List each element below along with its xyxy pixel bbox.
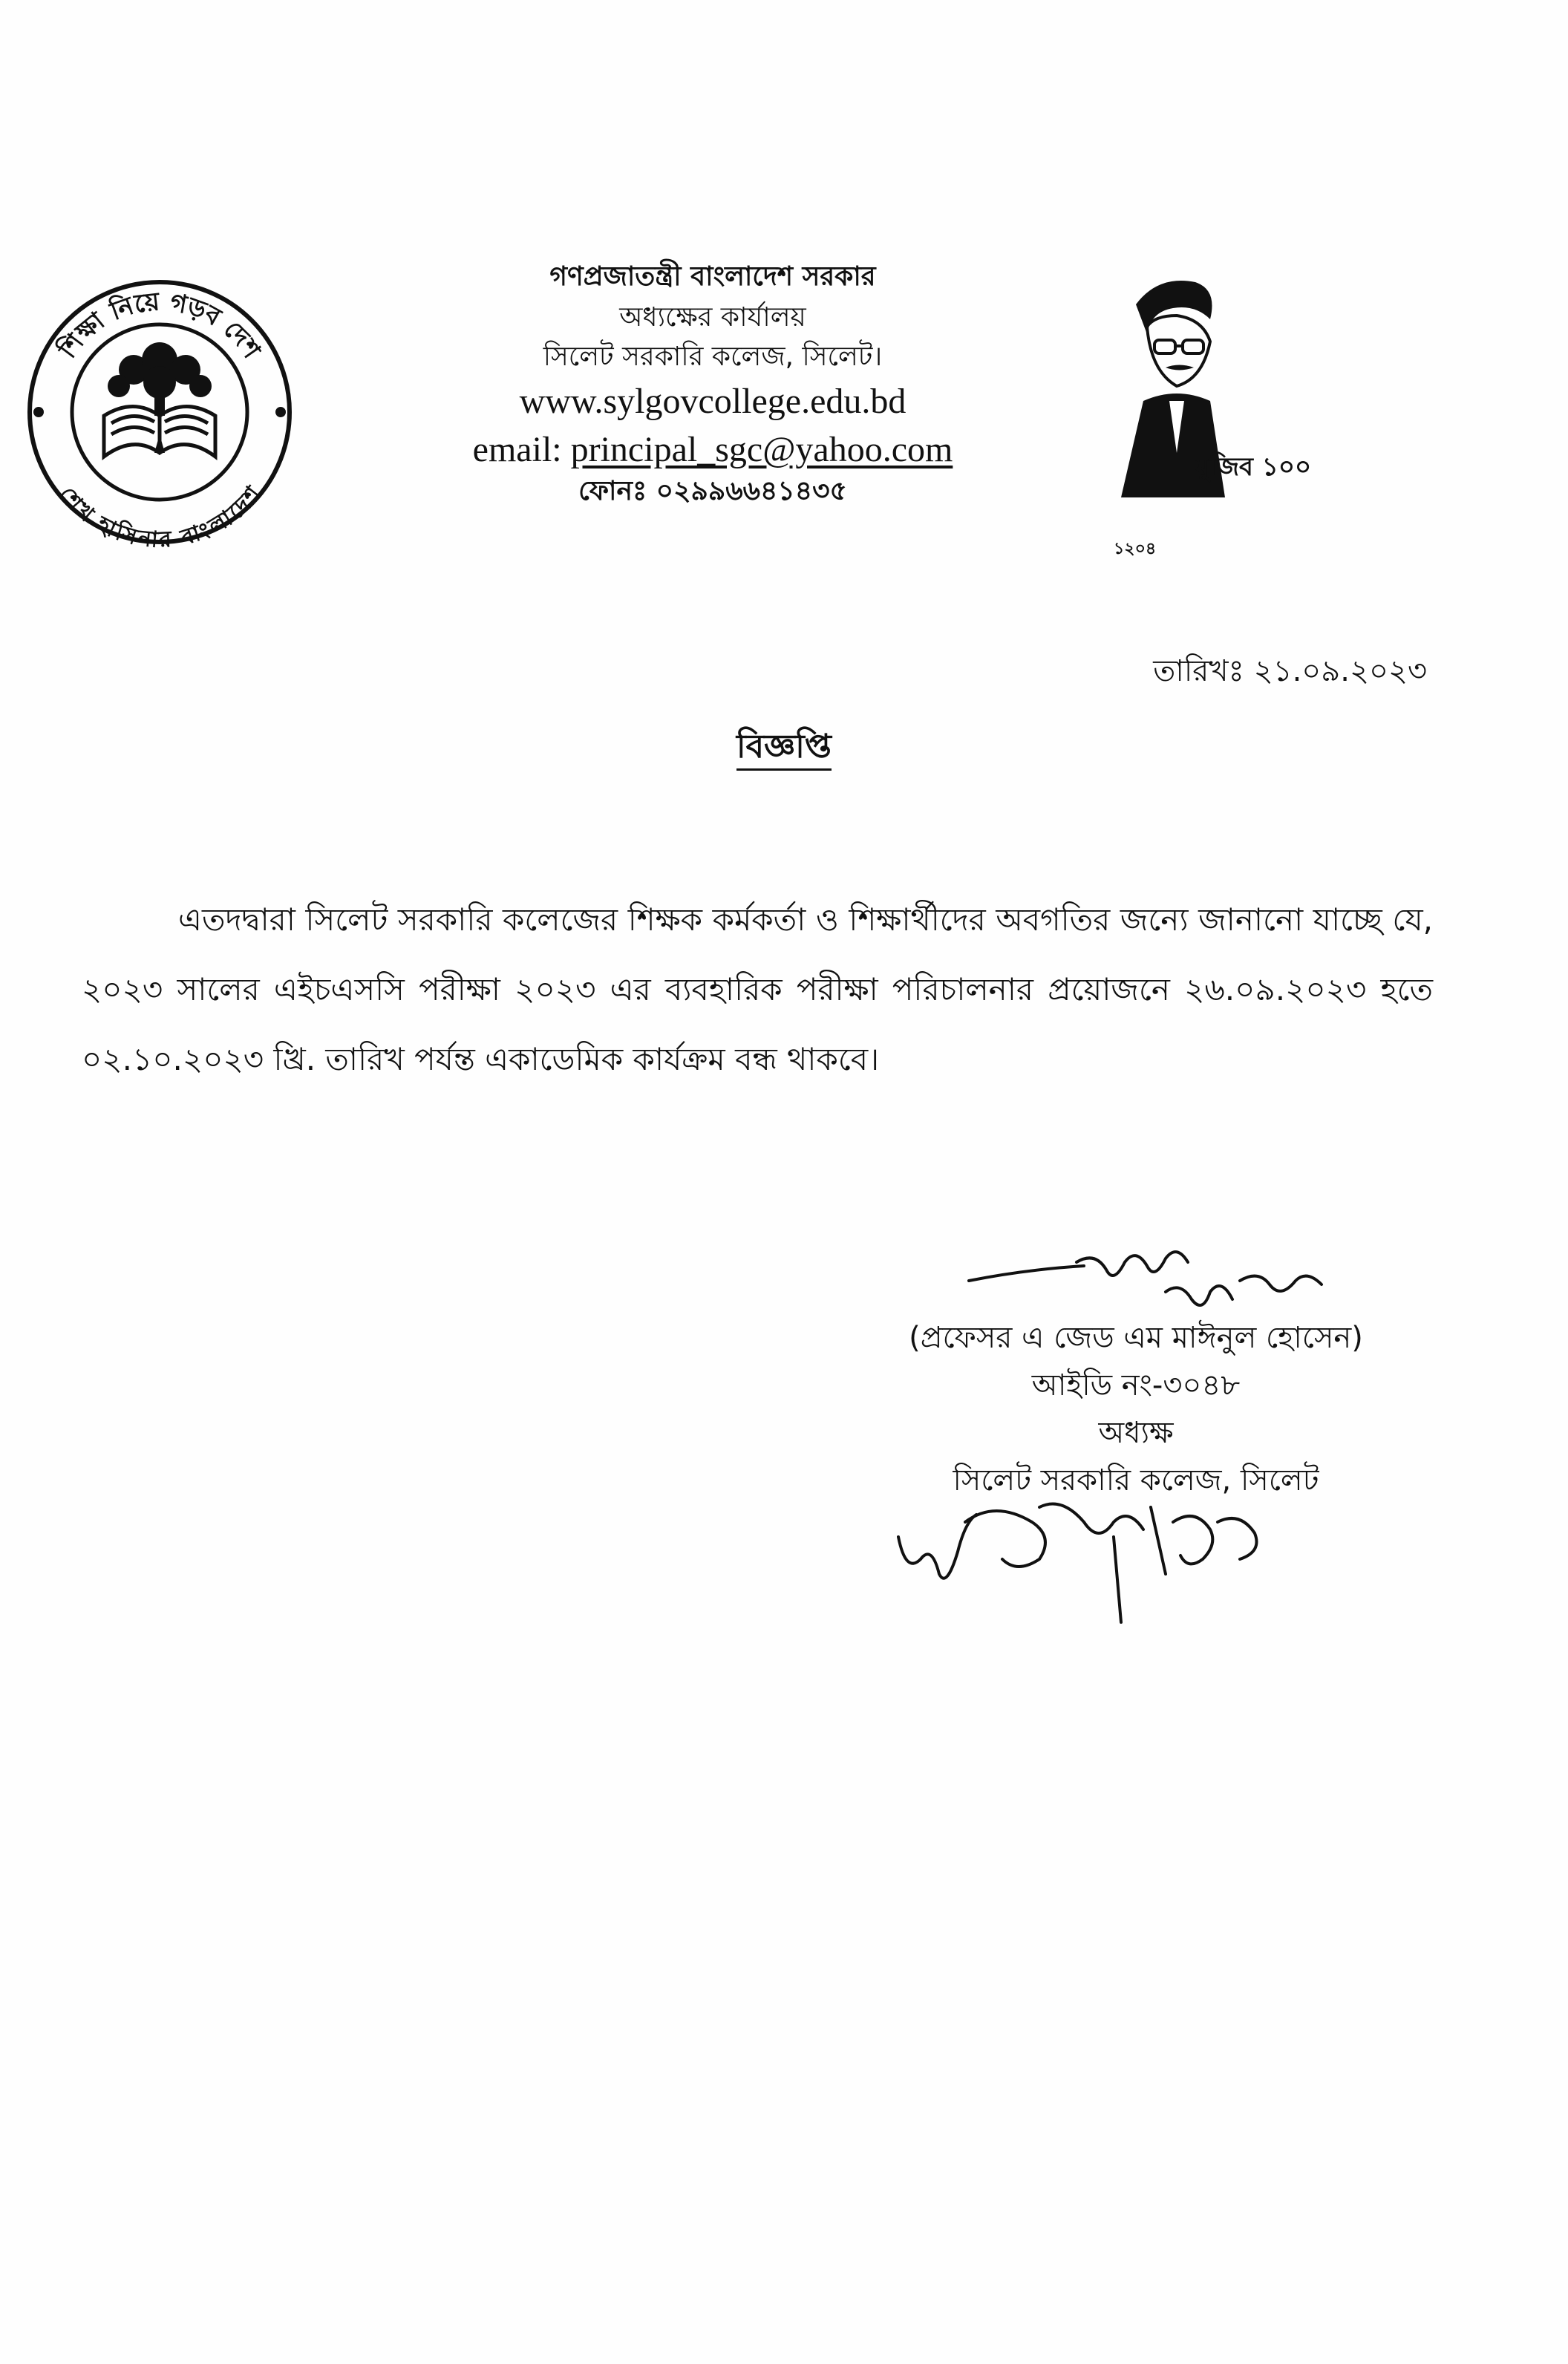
signatory-institution: সিলেট সরকারি কলেজ, সিলেট	[953, 1463, 1319, 1498]
signatory-id: আইডি নং-৩০৪৮	[1031, 1368, 1241, 1403]
mujib-100-text: মুজিব ১০০	[1195, 452, 1312, 482]
email-line	[416, 427, 1010, 473]
handwritten-initial	[891, 1492, 1277, 1626]
portrait-emblem	[1106, 275, 1312, 497]
notice-title-text: বিজ্ঞপ্তি	[736, 728, 832, 771]
notice-body: এতদদ্বারা সিলেট সরকারি কলেজের শিক্ষক কর্মকর্তা ও শিক্ষার্থীদের অবগতির জন্যে জানানো যাচ্ছে যে, ২০২৩ সালের এইচএসসি পরীক্ষা ২০২৩ এর ব্যবহারিক পরীক্ষা পরিচালনার প্রয়োজনে ২৬.০৯.২০২৩ হতে ০২.১০.২০২৩ খ্রি. তারিখ পর্যন্ত একাডেমিক কার্যক্রম বন্ধ থাকবে।	[82, 901, 1433, 1077]
website-link[interactable]: www.sylgovcollege.edu.bd	[519, 382, 906, 422]
office-name: অধ্যক্ষের কার্যালয়	[619, 301, 806, 333]
email-label: email:	[472, 429, 571, 469]
svg-text:শেখ হাসিনার বাংলাদেশ	[53, 481, 267, 549]
portrait-caption: ১২০৪	[1114, 540, 1157, 558]
signature-block	[839, 1314, 1433, 1504]
notice-title	[0, 722, 1568, 776]
logo-text-bottom: শেখ হাসিনার বাংলাদেশ	[53, 481, 267, 549]
signatory-name: (প্রফেসর এ জেড এম মাঈনুল হোসেন)	[909, 1321, 1363, 1355]
college-name: সিলেট সরকারি কলেজ, সিলেট।	[543, 341, 883, 372]
government-name: গণপ্রজাতন্ত্রী বাংলাদেশ সরকার	[549, 261, 876, 292]
principal-signature	[965, 1240, 1336, 1322]
email-link[interactable]: principal_sgc@yahoo.com	[570, 429, 953, 469]
letterhead	[416, 260, 1010, 515]
phone-number: ফোনঃ ০২৯৯৬৬৪১৪৩৫	[578, 476, 847, 507]
logo-text-top: শিক্ষা নিয়ে গড়ব দেশ	[53, 287, 267, 365]
college-logo	[22, 275, 297, 549]
signatory-designation: অধ্যক্ষ	[1098, 1416, 1174, 1450]
notice-date: তারিখঃ ২১.০৯.২০২৩	[1153, 654, 1427, 688]
